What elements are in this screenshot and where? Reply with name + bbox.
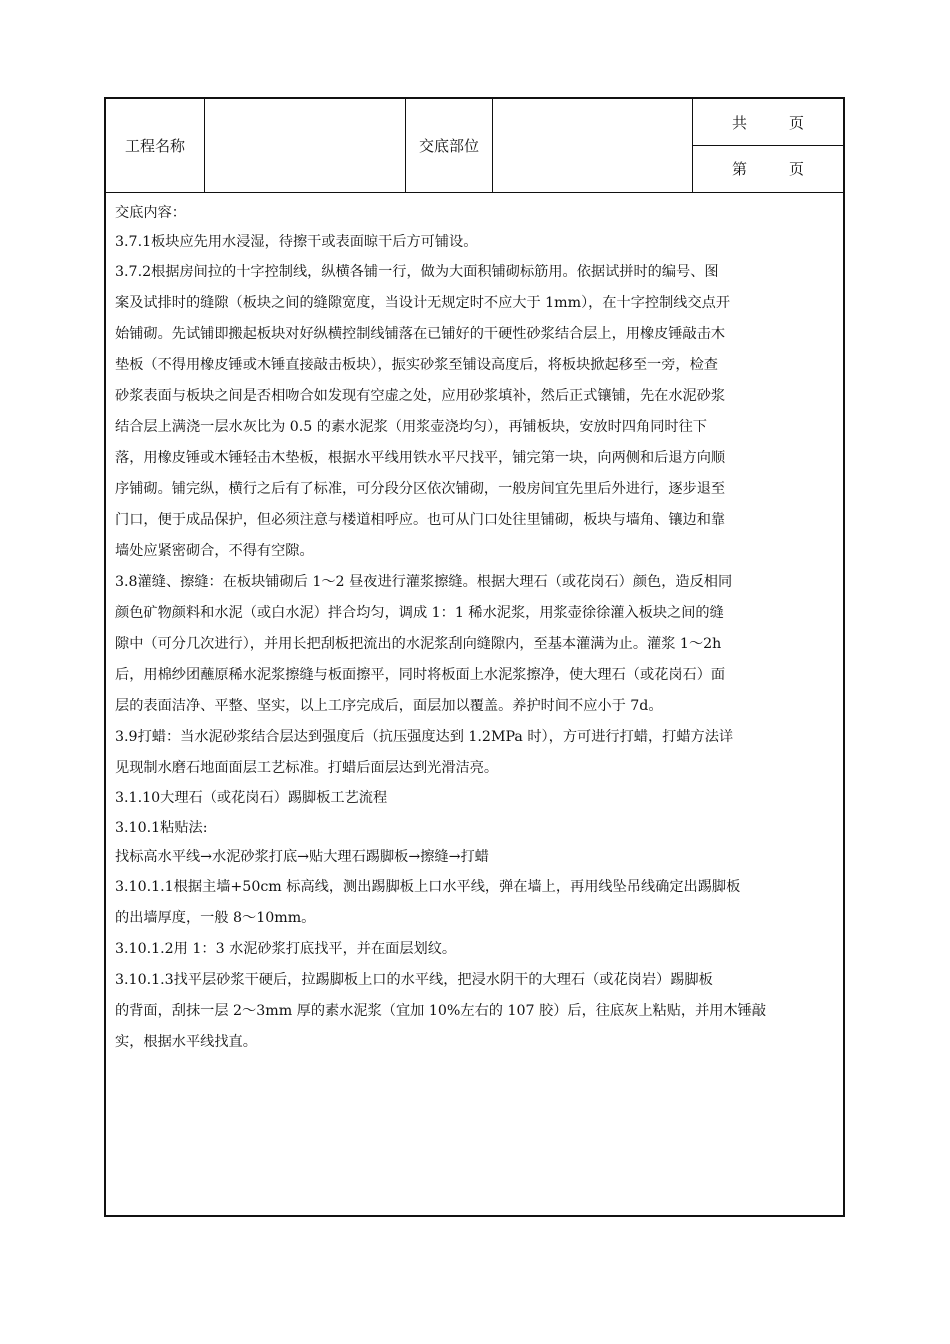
content-line: 找标高水平线→水泥砂浆打底→贴大理石踢脚板→擦缝→打蜡 xyxy=(115,848,489,865)
content-line: 实，根据水平线找直。 xyxy=(115,1033,257,1050)
content-line: 垫板（不得用橡皮锤或木锤直接敲击板块），振实砂浆至铺设高度后，将板块掀起移至一旁，检查 xyxy=(115,357,718,374)
location-value xyxy=(493,99,693,192)
content-line: 砂浆表面与板块之间是否相吻合如发现有空虚之处，应用砂浆填补，然后正式镶铺，先在水泥砂浆 xyxy=(115,388,726,405)
content-line: 层的表面洁净、平整、坚实，以上工序完成后，面层加以覆盖。养护时间不应小于 7d。 xyxy=(115,698,663,715)
content-line: 门口，便于成品保护，但必须注意与楼道相呼应。也可从门口处往里铺砌，板块与墙角、镶边和靠 xyxy=(115,512,726,529)
content-line: 的背面，刮抹一层 2～3mm 厚的素水泥浆（宜加 10%左右的 107 胶）后，往底灰上粘贴，并用木锤敲 xyxy=(115,1002,767,1019)
content-line: 的出墙厚度，一般 8～10mm。 xyxy=(115,909,316,926)
content-line: 3.10.1.2用 1：3 水泥砂浆打底找平，并在面层划纹。 xyxy=(115,940,457,957)
content-line: 交底内容： xyxy=(115,205,186,221)
total-pages-suffix: 页 xyxy=(789,113,805,132)
page-number-prefix: 第 xyxy=(731,160,747,178)
content-line: 3.10.1.3找平层砂浆干硬后，拉踢脚板上口的水平线，把浸水阴干的大理石（或花岗岩）踢脚板 xyxy=(115,971,713,988)
content-line: 隙中（可分几次进行），并用长把刮板把流出的水泥浆刮向缝隙内，至基本灌满为止。灌浆 1～2h xyxy=(115,636,722,653)
content-line: 3.1.10大理石（或花岗石）踢脚板工艺流程 xyxy=(115,790,388,807)
content-line: 墙处应紧密砌合，不得有空隙。 xyxy=(115,543,314,560)
total-pages xyxy=(693,99,843,146)
project-name-value xyxy=(205,99,406,192)
content-line: 3.10.1粘贴法: xyxy=(115,819,208,836)
content-line: 案及试排时的缝隙（板块之间的缝隙宽度，当设计无规定时不应大于 1mm），在十字控制线交点开 xyxy=(115,295,731,312)
content-line: 始铺砌。先试铺即搬起板块对好纵横控制线铺落在已铺好的干硬性砂浆结合层上，用橡皮锤敲击木 xyxy=(115,326,726,343)
page-counter xyxy=(693,99,843,192)
project-name-label: 工程名称 xyxy=(106,99,205,192)
page-number xyxy=(693,145,843,192)
disclosure-content xyxy=(115,199,837,1058)
content-line: 后，用棉纱团蘸原稀水泥浆擦缝与板面擦平，同时将板面上水泥浆擦净，使大理石（或花岗石）面 xyxy=(115,667,726,684)
content-line: 3.8灌缝、擦缝：在板块铺砌后 1～2 昼夜进行灌浆擦缝。根据大理石（或花岗石）颜色，造反相同 xyxy=(115,574,733,591)
content-line: 序铺砌。铺完纵，横行之后有了标准，可分段分区依次铺砌，一般房间宜先里后外进行，逐步退至 xyxy=(115,481,726,498)
content-line: 3.7.2根据房间拉的十字控制线，纵横各铺一行，做为大面积铺砌标筋用。依据试拼时的编号、图 xyxy=(115,264,719,281)
form-header xyxy=(106,99,843,193)
content-line: 颜色矿物颜料和水泥（或白水泥）拌合均匀，调成 1：1 稀水泥浆，用浆壶徐徐灌入板块之间的缝 xyxy=(115,605,724,622)
content-line: 3.7.1板块应先用水浸湿，待擦干或表面晾干后方可铺设。 xyxy=(115,234,478,251)
content-line: 见现制水磨石地面面层工艺标准。打蜡后面层达到光滑洁亮。 xyxy=(115,760,499,777)
content-line: 结合层上满浇一层水灰比为 0.5 的素水泥浆（用浆壶浇均匀），再铺板块，安放时四角同时往下 xyxy=(115,419,707,436)
content-line: 落，用橡皮锤或木锤轻击木垫板，根据水平线用铁水平尺找平，铺完第一块，向两侧和后退方向顺 xyxy=(115,450,726,467)
total-pages-prefix: 共 xyxy=(731,113,747,132)
disclosure-form xyxy=(104,97,845,1217)
location-label: 交底部位 xyxy=(406,99,493,192)
page-number-suffix: 页 xyxy=(789,160,805,178)
content-line: 3.9打蜡：当水泥砂浆结合层达到强度后（抗压强度达到 1.2MPa 时），方可进行打蜡，打蜡方法详 xyxy=(115,729,734,746)
content-line: 3.10.1.1根据主墙+50cm 标高线，测出踢脚板上口水平线，弹在墙上，再用线坠吊线确定出踢脚板 xyxy=(115,878,741,895)
